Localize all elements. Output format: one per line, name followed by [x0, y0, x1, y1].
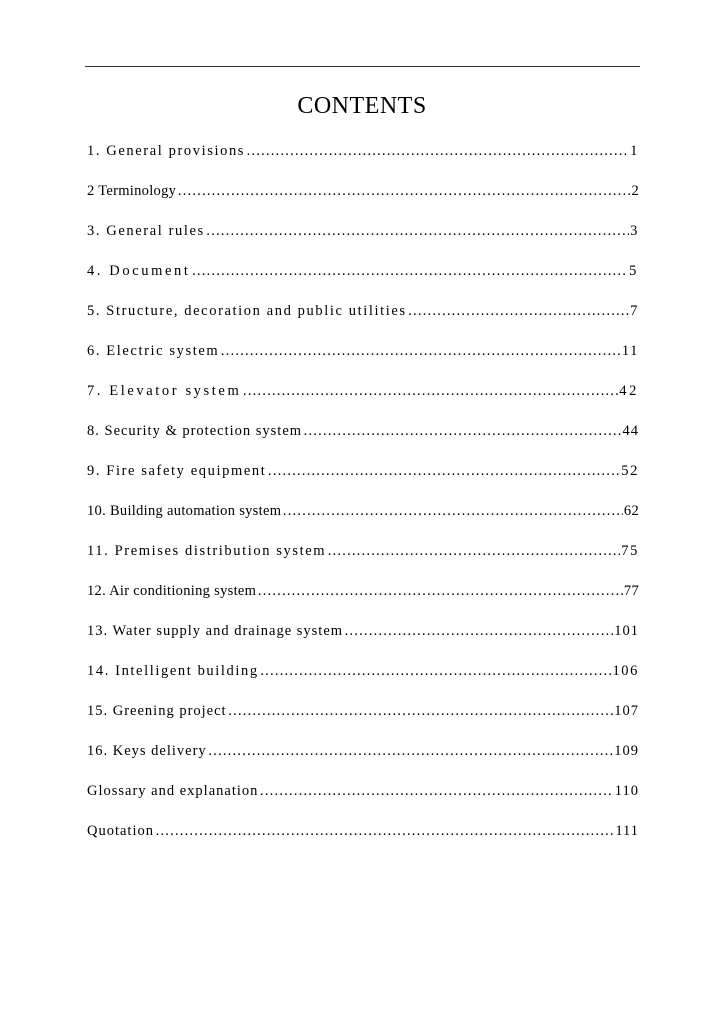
toc-entry-label: 1. General provisions: [87, 143, 246, 159]
dot-leader: [246, 143, 629, 160]
toc-entry: [87, 663, 639, 703]
toc-entry-page: 111: [615, 823, 639, 839]
toc-entry-page: 3: [630, 223, 639, 239]
dot-leader: [192, 263, 629, 280]
toc-entry-page: 106: [612, 663, 639, 679]
toc-entry-label: 4. Document: [87, 263, 191, 279]
dot-leader: [303, 423, 621, 440]
toc-entry: [87, 703, 639, 743]
toc-entry-label: 15. Greening project: [87, 703, 227, 719]
toc-entry: [87, 543, 639, 583]
toc-entry-page: 77: [623, 583, 639, 599]
toc-entry-page: 107: [614, 703, 639, 719]
toc-entry-page: 1: [630, 143, 639, 159]
toc-entry-page: 42: [619, 383, 639, 399]
toc-entry-label: 13. Water supply and drainage system: [87, 623, 344, 639]
toc-entry-label: 12. Air conditioning system: [87, 583, 257, 599]
toc-entry-page: 7: [630, 303, 639, 319]
dot-leader: [208, 743, 614, 760]
toc-entry-label: 14. Intelligent building: [87, 663, 259, 679]
toc-entry-page: 2: [631, 183, 639, 199]
toc-entry: [87, 503, 639, 543]
dot-leader: [408, 303, 629, 320]
toc-entry: [87, 783, 639, 823]
dot-leader: [259, 783, 613, 800]
dot-leader: [242, 383, 618, 400]
toc-entry: [87, 143, 639, 183]
toc-entry-label: Quotation: [87, 823, 154, 839]
toc-entry: [87, 183, 639, 223]
dot-leader: [228, 703, 614, 720]
toc-entry-label: 16. Keys delivery: [87, 743, 207, 759]
toc-entry-page: 44: [622, 423, 639, 439]
toc-entry-label: 3. General rules: [87, 223, 205, 239]
dot-leader: [267, 463, 620, 480]
dot-leader: [220, 343, 621, 360]
dot-leader: [344, 623, 613, 640]
contents-title: CONTENTS: [297, 93, 427, 119]
toc-entry: [87, 423, 639, 463]
toc-entry: [87, 263, 639, 303]
toc-entry-page: 62: [623, 503, 639, 519]
toc-entry-label: 7. Elevator system: [87, 383, 242, 399]
toc-entry-page: 5: [629, 263, 639, 279]
dot-leader: [282, 503, 623, 520]
toc-entry-label: 11. Premises distribution system: [87, 543, 327, 559]
toc-entry-label: 9. Fire safety equipment: [87, 463, 267, 479]
dot-leader: [177, 183, 630, 200]
toc-entry: [87, 623, 639, 663]
toc-entry-page: 109: [614, 743, 639, 759]
dot-leader: [257, 583, 623, 600]
toc-entry: [87, 383, 639, 423]
toc-entry: [87, 343, 639, 383]
toc-entry: [87, 823, 639, 863]
toc-entry: [87, 463, 639, 503]
table-of-contents: [87, 143, 639, 863]
dot-leader: [206, 223, 629, 240]
toc-entry-label: 2 Terminology: [87, 183, 177, 199]
toc-entry-page: 101: [614, 623, 639, 639]
toc-entry: [87, 743, 639, 783]
toc-entry-label: Glossary and explanation: [87, 783, 259, 799]
dot-leader: [155, 823, 614, 840]
header-rule: [85, 66, 640, 67]
toc-entry: [87, 303, 639, 343]
toc-entry-page: 75: [621, 543, 639, 559]
toc-entry-label: 5. Structure, decoration and public utilities: [87, 303, 407, 319]
toc-entry-page: 110: [614, 783, 639, 799]
dot-leader: [260, 663, 612, 680]
toc-entry: [87, 583, 639, 623]
toc-entry-label: 6. Electric system: [87, 343, 220, 359]
toc-entry-label: 10. Building automation system: [87, 503, 282, 519]
toc-entry-page: 52: [621, 463, 639, 479]
toc-entry-page: 11: [621, 343, 639, 359]
toc-entry-label: 8. Security & protection system: [87, 423, 303, 439]
toc-entry: [87, 223, 639, 263]
dot-leader: [327, 543, 620, 560]
